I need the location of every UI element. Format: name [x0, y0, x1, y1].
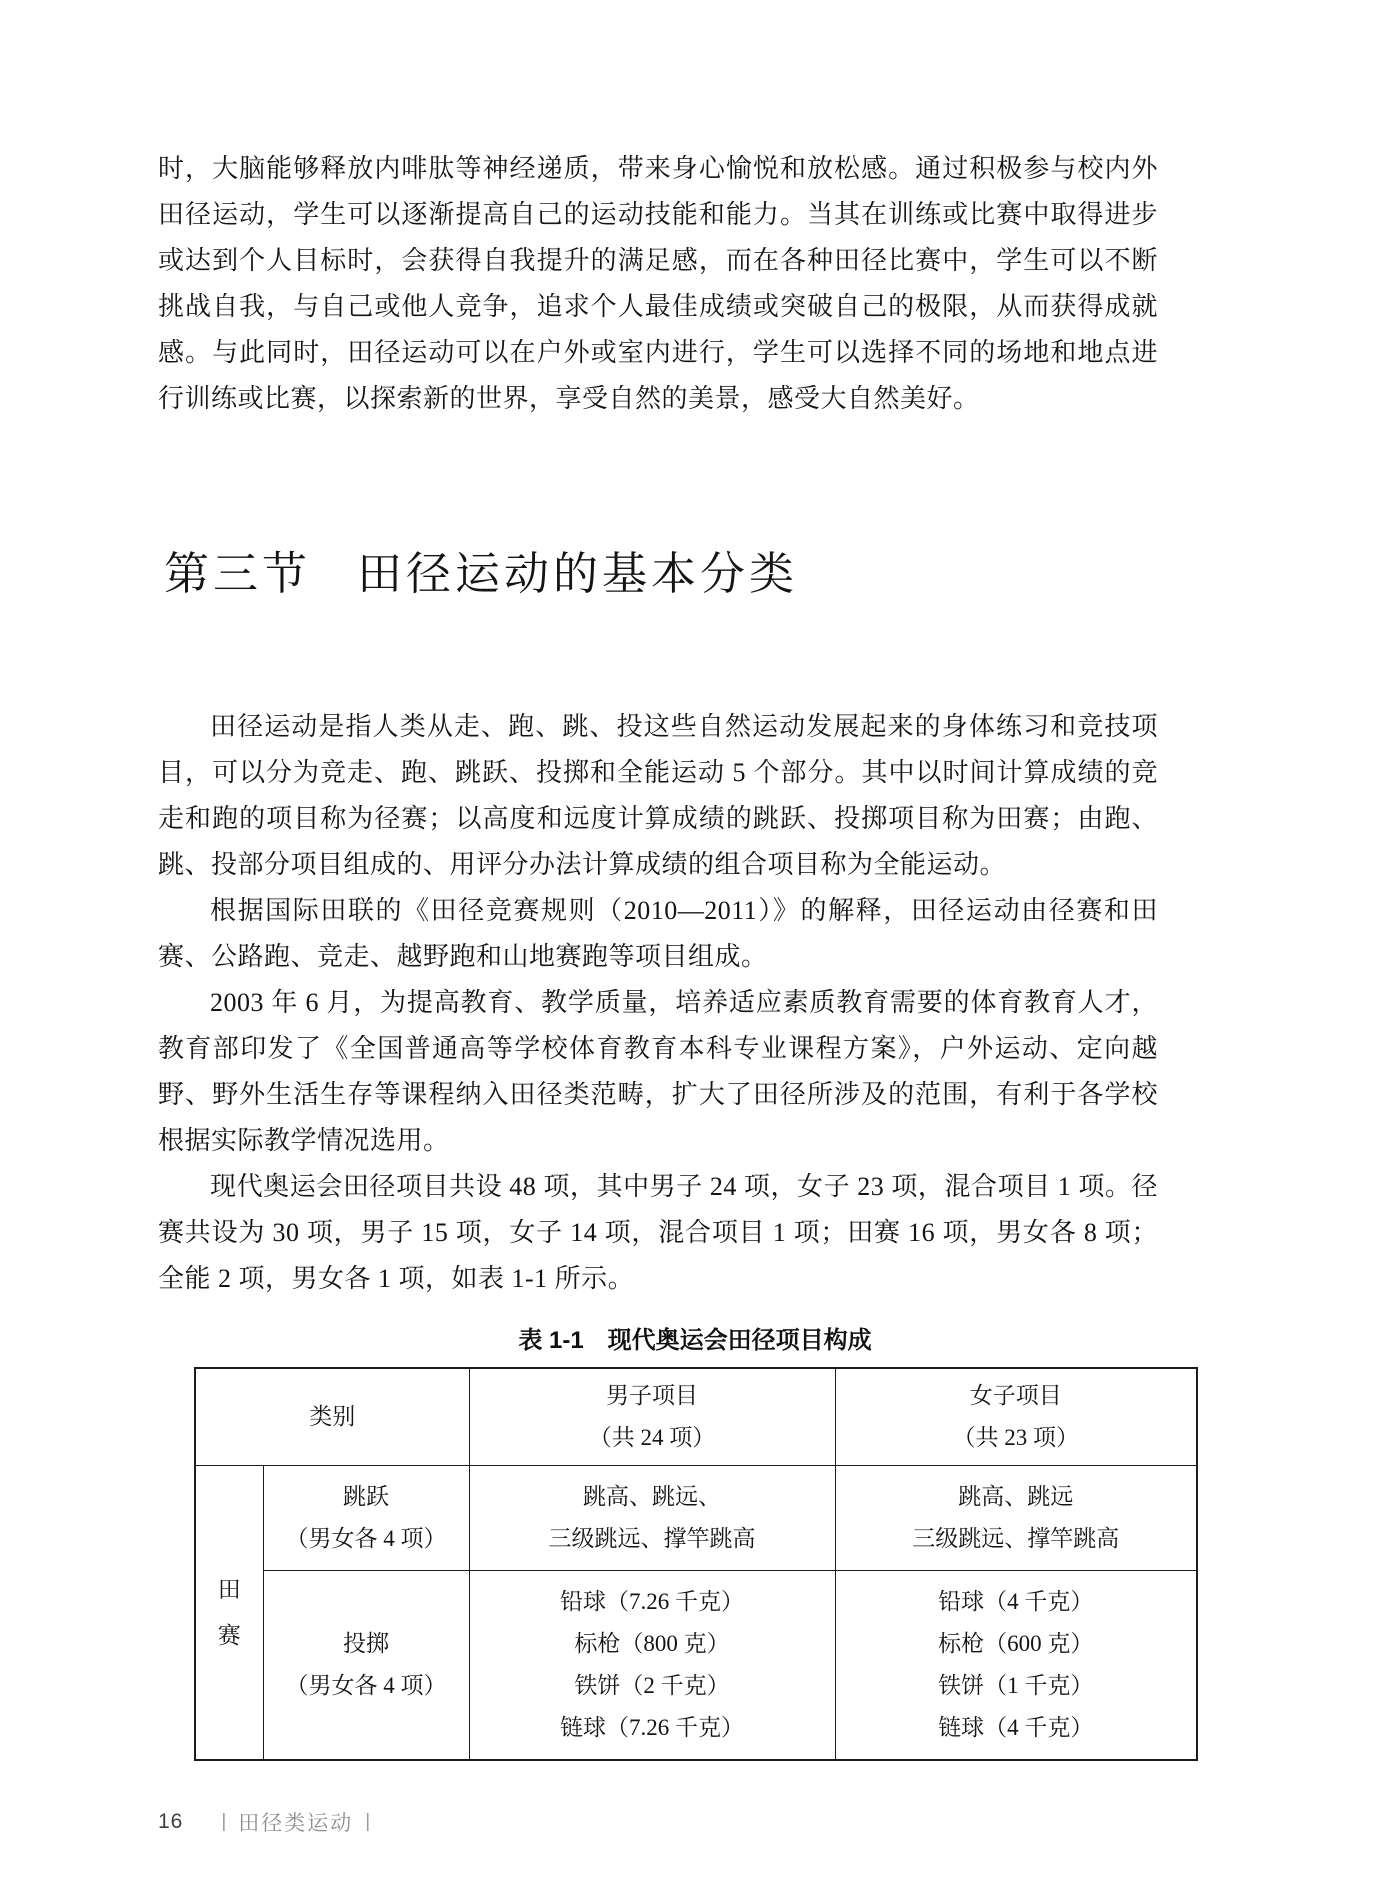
table-caption — [194, 1320, 1196, 1355]
throwing-men-hammer: 链球（7.26 千克） — [560, 1715, 744, 1740]
header-men-line1: 男子项目 — [606, 1383, 698, 1408]
paragraph-definition: 田径运动是指人类从走、跑、跳、投这些自然运动发展起来的身体练习和竞技项目，可以分为竞走、跑、跳跃、投掷和全能运动 5 个部分。其中以时间计算成绩的竞走和跑的项目称为径赛；以高度和远度计算成绩的跳跃、投掷项目称为田赛；由跑、跳、投部分项目组成的、用评分办法计算成绩的组合项目称为全能运动。 — [158, 712, 1158, 879]
jumping-women-line1: 跳高、跳远 — [958, 1484, 1074, 1509]
jumping-men-line2: 三级跳远、撑竿跳高 — [548, 1526, 756, 1551]
throwing-category-line1: 投掷 — [343, 1631, 389, 1656]
footer-book-title: 田径类运动 — [238, 1812, 354, 1835]
page-content — [158, 0, 1158, 1761]
header-women-line1: 女子项目 — [969, 1383, 1062, 1408]
jumping-category-cell — [263, 1466, 469, 1571]
intro-paragraph: 时，大脑能够释放内啡肽等神经递质，带来身心愉悦和放松感。通过积极参与校内外田径运动，学生可以逐渐提高自己的运动技能和能力。当其在训练或比赛中取得进步或达到个人目标时，会获得自我提升的满足感，而在各种田径比赛中，学生可以不断挑战自我，与自己或他人竞争，追求个人最佳成绩或突破自己的极限，从而获得成就感。与此同时，田径运动可以在户外或室内进行，学生可以选择不同的场地和地点进行训练或比赛，以探索新的世界，享受自然的美景，感受大自然美好。 — [158, 154, 1158, 413]
jumping-category-line2: （男女各 4 项） — [285, 1526, 447, 1551]
table-row-jumping — [195, 1466, 1197, 1571]
group-label-char1: 田 — [217, 1576, 241, 1602]
jumping-women-line2: 三级跳远、撑竿跳高 — [912, 1526, 1120, 1551]
table-row-throwing — [195, 1571, 1197, 1761]
header-women-cell — [835, 1368, 1197, 1466]
throwing-men-javelin: 标枪（800 克） — [574, 1631, 730, 1656]
group-field-events-cell — [195, 1466, 263, 1761]
throwing-men-discus: 铁饼（2 千克） — [574, 1673, 730, 1698]
jumping-category-line1: 跳跃 — [343, 1484, 389, 1509]
page-number: 16 — [158, 1810, 184, 1833]
header-men-cell — [469, 1368, 835, 1466]
header-women-line2: （共 23 项） — [952, 1425, 1079, 1450]
footer-divider-right: | — [365, 1811, 371, 1832]
jumping-women-cell — [835, 1466, 1197, 1571]
section-number: 第三节 — [164, 549, 312, 599]
throwing-women-discus: 铁饼（1 千克） — [938, 1673, 1094, 1698]
paragraph-2003-curriculum: 2003 年 6 月，为提高教育、教学质量，培养适应素质教育需要的体育教育人才，教育部印发了《全国普通高等学校体育教育本科专业课程方案》，户外运动、定向越野、野外生活生存等课程纳入田径类范畴，扩大了田径所涉及的范围，有利于各学校根据实际教学情况选用。 — [158, 988, 1158, 1155]
throwing-women-javelin: 标枪（600 克） — [938, 1631, 1094, 1656]
throwing-women-hammer: 链球（4 千克） — [938, 1715, 1094, 1740]
header-men-line2: （共 24 项） — [588, 1425, 716, 1450]
throwing-women-shot-put: 铅球（4 千克） — [938, 1589, 1094, 1614]
throwing-women-cell — [835, 1571, 1197, 1761]
jumping-men-line1: 跳高、跳远、 — [583, 1484, 721, 1509]
group-label-char2: 赛 — [217, 1622, 241, 1648]
section-heading — [164, 538, 1158, 610]
throwing-category-line2: （男女各 4 项） — [285, 1673, 447, 1698]
table-caption-label: 表 1-1 — [518, 1327, 584, 1354]
throwing-men-cell — [469, 1571, 835, 1761]
header-category-cell: 类别 — [195, 1368, 469, 1466]
throwing-category-cell — [263, 1571, 469, 1761]
table-header-row — [195, 1368, 1197, 1466]
paragraph-iaaf-rules: 根据国际田联的《田径竞赛规则（2010—2011）》的解释，田径运动由径赛和田赛、公路跑、竞走、越野跑和山地赛跑等项目组成。 — [158, 896, 1158, 971]
table-caption-title: 现代奥运会田径项目构成 — [607, 1327, 872, 1354]
section-title: 田径运动的基本分类 — [357, 549, 799, 599]
jumping-men-cell — [469, 1466, 835, 1571]
throwing-men-shot-put: 铅球（7.26 千克） — [560, 1589, 744, 1614]
page-footer — [158, 1807, 1374, 1837]
paragraph-olympic-events: 现代奥运会田径项目共设 48 项，其中男子 24 项，女子 23 项，混合项目 1 项。径赛共设为 30 项，男子 15 项，女子 14 项，混合项目 1 项；田赛 16 项，男女各 8 项；全能 2 项，男女各 1 项，如表 1-1 所示。 — [158, 1172, 1158, 1293]
olympic-events-table — [194, 1367, 1198, 1761]
footer-divider-left: | — [221, 1811, 227, 1832]
